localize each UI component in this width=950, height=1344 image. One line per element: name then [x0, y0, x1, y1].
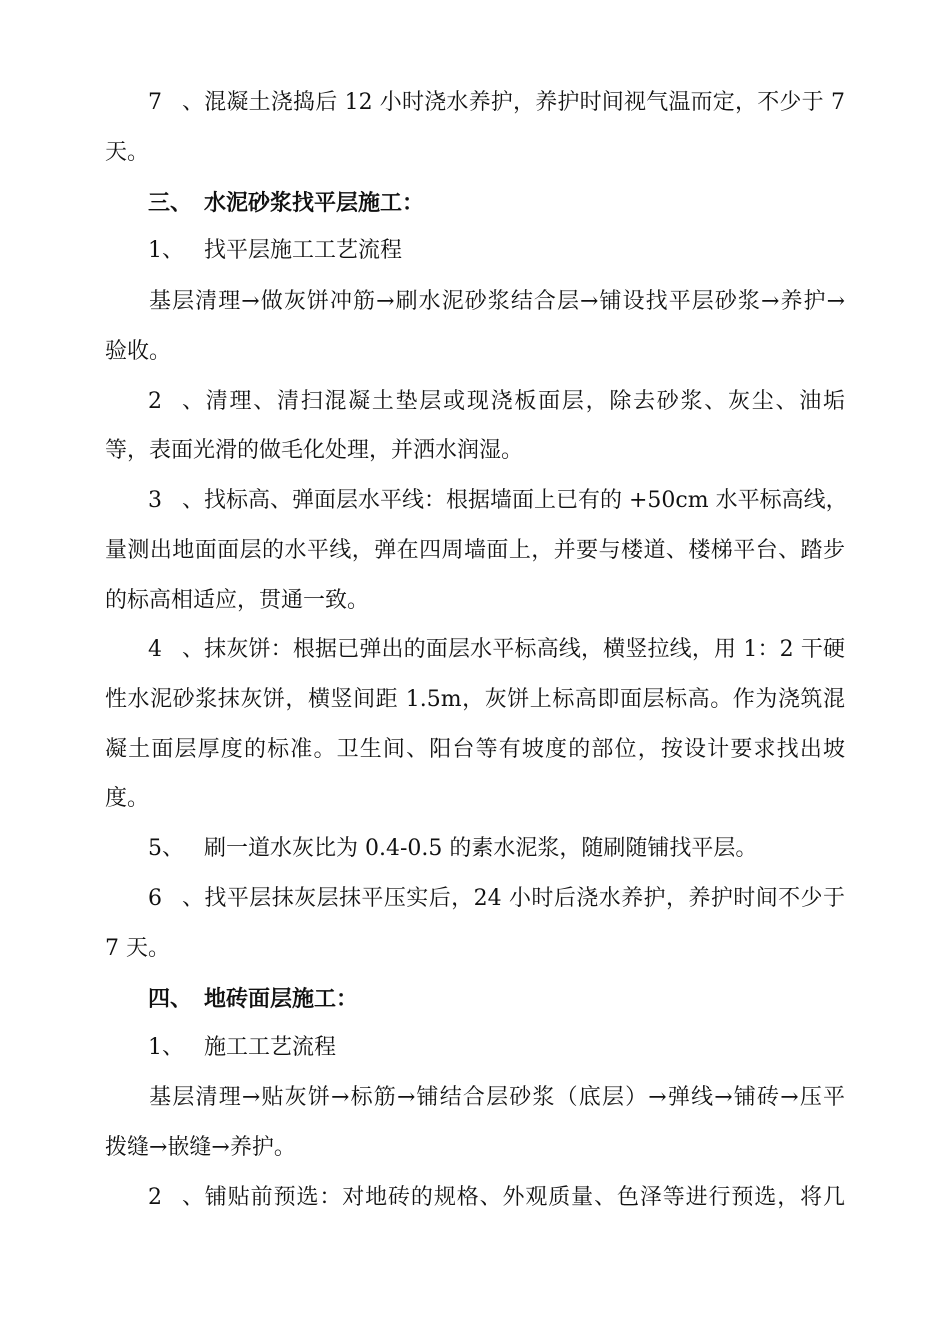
section-3-heading — [105, 188, 845, 218]
s3-flow-line-2: 验收。 — [105, 339, 172, 364]
s3-item-6-text: 找平层抹灰层抹平压实后，24 小时后浇水养护，养护时间不少于 — [204, 886, 845, 911]
section-4-title: 地砖面层施工： — [204, 986, 359, 1012]
s4-item-2-text: 铺贴前预选：对地砖的规格、外观质量、色泽等进行预选，将几 — [204, 1185, 845, 1210]
s3-item-4-line-4: 度。 — [105, 786, 150, 811]
section-3-title: 水泥砂浆找平层施工： — [204, 190, 425, 216]
s3-item-4-line-1 — [105, 635, 845, 665]
s3-item-3-text: 找标高、弹面层水平线：根据墙面上已有的 +50cm 水平标高线， — [204, 488, 848, 513]
s3-item-2-number: 2、 — [148, 389, 204, 414]
s3-item-3-line-2: 量测出地面面层的水平线，弹在四周墙面上，并要与楼道、楼梯平台、踏步 — [105, 538, 845, 563]
s4-flow-line-1 — [105, 1083, 845, 1113]
s4-flow-line-2: 拨缝→嵌缝→养护。 — [105, 1135, 296, 1160]
s3-item-2-line-2: 等，表面光滑的做毛化处理，并洒水润湿。 — [105, 438, 524, 463]
s3-item-4-line-3: 凝土面层厚度的标准。卫生间、阳台等有坡度的部位，按设计要求找出坡 — [105, 737, 845, 762]
section-3-number: 三、 — [148, 190, 193, 216]
s4-flow-text-1: 基层清理→贴灰饼→标筋→铺结合层砂浆（底层）→弹线→铺砖→压平 — [148, 1085, 845, 1110]
item-7-line-1 — [105, 88, 845, 118]
item-7-number: 7、 — [148, 90, 204, 115]
s3-item-5 — [105, 834, 845, 864]
s3-item-6-line-1 — [105, 884, 845, 914]
s3-flow-text-1: 基层清理→做灰饼冲筋→刷水泥砂浆结合层→铺设找平层砂浆→养护→ — [148, 289, 845, 314]
s3-item-3-line-3: 的标高相适应，贯通一致。 — [105, 588, 370, 613]
section-4-number: 四、 — [148, 986, 193, 1012]
item-7-text: 混凝土浇捣后 12 小时浇水养护，养护时间视气温而定，不少于 7 — [204, 90, 845, 115]
s3-item-5-number: 5、 — [148, 836, 184, 861]
s4-item-1 — [105, 1033, 845, 1063]
s4-item-1-number: 1、 — [148, 1035, 184, 1060]
s3-item-4-line-2: 性水泥砂浆抹灰饼，横竖间距 1.5m，灰饼上标高即面层标高。作为浇筑混 — [105, 687, 845, 712]
section-4-heading — [105, 984, 845, 1014]
s3-item-2-text: 清理、清扫混凝土垫层或现浇板面层，除去砂浆、灰尘、油垢 — [204, 389, 845, 414]
s3-flow-line-1 — [105, 287, 845, 317]
s3-item-5-text: 刷一道水灰比为 0.4-0.5 的素水泥浆，随刷随铺找平层。 — [204, 836, 758, 861]
item-7-line-2: 天。 — [105, 140, 150, 165]
s3-item-4-number: 4、 — [148, 637, 204, 662]
s3-item-1 — [105, 236, 845, 266]
s3-item-4-text: 抹灰饼：根据已弹出的面层水平标高线，横竖拉线，用 1：2 干硬 — [204, 637, 845, 662]
s3-item-2-line-1 — [105, 387, 845, 417]
s3-item-1-text: 找平层施工工艺流程 — [204, 238, 403, 263]
s4-item-1-text: 施工工艺流程 — [204, 1035, 337, 1060]
s3-item-1-number: 1、 — [148, 238, 184, 263]
s4-item-2-line-1 — [105, 1183, 845, 1213]
s3-item-6-number: 6、 — [148, 886, 204, 911]
s3-item-3-line-1 — [105, 486, 848, 516]
s3-item-3-number: 3、 — [148, 488, 204, 513]
s3-item-6-line-2: 7 天。 — [105, 936, 170, 961]
s4-item-2-number: 2、 — [148, 1185, 204, 1210]
